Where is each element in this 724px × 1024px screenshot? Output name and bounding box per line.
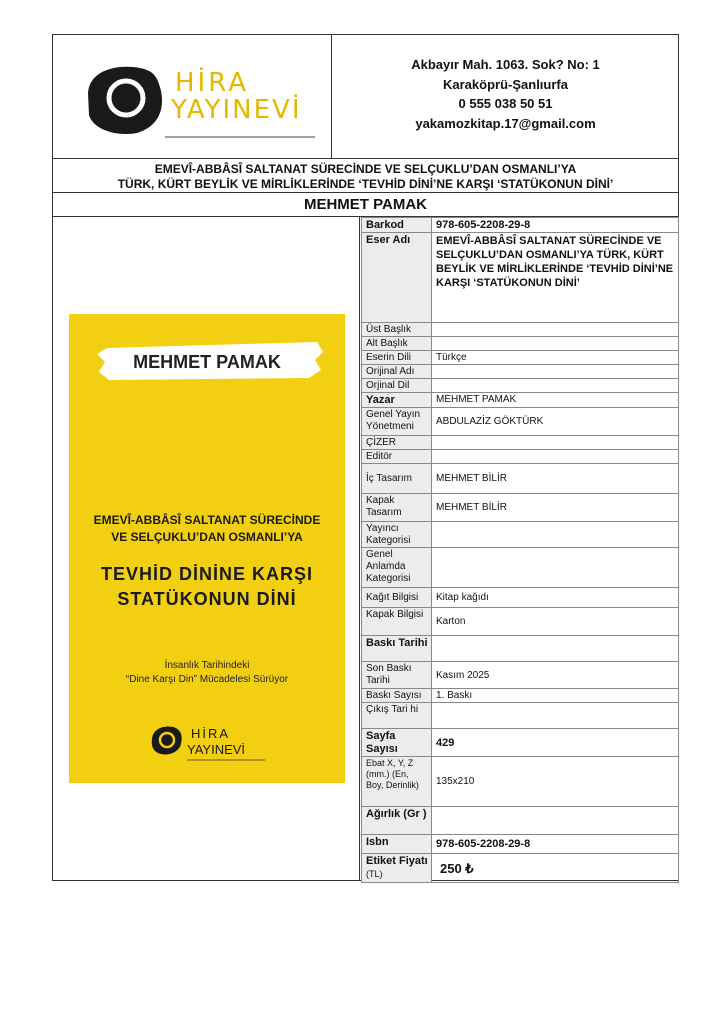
cover-main-title-1: TEVHİD DİNİNE KARŞI [100,564,314,584]
row-value: 135x210 [432,757,679,807]
row-label: İç Tasarım [362,464,432,494]
row-label: Çıkış Tari hi [362,703,432,729]
table-row [362,522,679,548]
logo-center [119,91,133,105]
row-label: Isbn [362,835,432,854]
row-value: EMEVÎ-ABBÂSÎ SALTANAT SÜRECİNDE VE SELÇUKLU’DAN OSMANLI’YA TÜRK, KÜRT BEYLİK VE MİRLİKLERİNDE ‘TEVHİD DİNİ’NE KARŞI ‘STATÜKONUN DİNİ’ [432,233,679,323]
logo-text-yayinevi: YAYINEVİ [171,95,302,125]
table-row [362,218,679,233]
cover-tagline-1: İnsanlık Tarihindeki [164,660,250,671]
table-row [362,703,679,729]
table-row [362,450,679,464]
cover-subtitle-1: EMEVÎ-ABBÂSÎ SALTANAT SÜRECİNDE [93,513,321,527]
row-label: Orijinal Adı [362,365,432,379]
row-label: Ebat X, Y, Z (mm.) (En, Boy, Derinlik) [362,757,432,807]
row-value: 429 [432,729,679,757]
header [53,35,678,159]
book-info-table [361,217,679,883]
row-label: Sayfa Sayısı [362,729,432,757]
cover-tagline-2: “Dine Karşı Din” Mücadelesi Sürüyor [125,674,289,685]
row-value: MEHMET BİLİR [432,494,679,522]
row-value: ABDULAZİZ GÖKTÜRK [432,408,679,436]
publisher-logo [53,35,332,159]
info-sheet [52,34,679,881]
table-row [362,588,679,608]
email-address: yakamozkitap.17@gmail.com [415,115,596,131]
logo-text-hira: HİRA [175,68,250,98]
row-value: MEHMET PAMAK [432,393,679,408]
table-row [362,835,679,854]
row-value [432,807,679,835]
cover-graphics [69,314,345,783]
table-row [362,494,679,522]
table-row [362,365,679,379]
contact-info [333,55,678,133]
row-value: Karton [432,608,679,636]
cover-logo-hira: HİRA [191,726,231,741]
row-label: Baskı Tarihi [362,636,432,662]
table-row [362,757,679,807]
row-label: Alt Başlık [362,337,432,351]
row-value [432,703,679,729]
table-row [362,351,679,365]
row-value [432,323,679,337]
table-row [362,854,679,883]
address-line-1: Akbayır Mah. 1063. Sok? No: 1 [411,57,600,72]
row-label: Ağırlık (Gr ) [362,807,432,835]
row-value [432,337,679,351]
row-value [432,522,679,548]
table-row [362,636,679,662]
row-value [432,450,679,464]
table-row [362,689,679,703]
table-row [362,548,679,588]
row-value: 250 ₺ [432,854,679,883]
cover-logo-blob [152,727,182,755]
cover-author: MEHMET PAMAK [133,352,281,372]
row-value: 1. Baskı [432,689,679,703]
table-row [362,393,679,408]
row-label: Yazar [362,393,432,408]
row-label: Baskı Sayısı [362,689,432,703]
row-label: Üst Başlık [362,323,432,337]
row-value: Kitap kağıdı [432,588,679,608]
table-row [362,436,679,450]
table-row [362,464,679,494]
cover-cell [53,217,360,881]
row-label: Editör [362,450,432,464]
table-row [362,608,679,636]
row-value: Kasım 2025 [432,662,679,689]
book-title-line-2: TÜRK, KÜRT BEYLİK VE MİRLİKLERİNDE ‘TEVHİD DİNİ’NE KARŞI ‘STATÜKONUN DİNİ’ [117,177,614,191]
cover-subtitle-2: VE SELÇUKLU’DAN OSMANLI’YA [111,530,303,544]
author-heading: MEHMET PAMAK [53,193,678,217]
price-currency-label: (TL) [366,869,383,879]
row-label: Genel Anlamda Kategorisi [362,548,432,588]
row-label: Barkod [362,218,432,233]
table-row [362,729,679,757]
row-value [432,436,679,450]
info-table-area [361,217,678,883]
row-label: Eser Adı [362,233,432,323]
row-label: Genel Yayın Yönetmeni [362,408,432,436]
row-label: Kapak Tasarım [362,494,432,522]
table-row [362,408,679,436]
row-label: Kağıt Bilgisi [362,588,432,608]
row-value [432,548,679,588]
row-value: 978-605-2208-29-8 [432,218,679,233]
phone-number: 0 555 038 50 51 [458,96,553,111]
table-row [362,662,679,689]
address-line-2: Karaköprü-Şanlıurfa [443,76,568,92]
book-cover [69,314,345,783]
row-label: Yayıncı Kategorisi [362,522,432,548]
row-value: 978-605-2208-29-8 [432,835,679,854]
table-row [362,337,679,351]
row-label: Orjinal Dil [362,379,432,393]
table-row [362,323,679,337]
row-label: ÇİZER [362,436,432,450]
book-title [53,159,678,193]
row-label [362,854,432,883]
row-label: Eserin Dili [362,351,432,365]
cover-logo-yayinevi: YAYINEVİ [187,742,246,757]
row-value: MEHMET BİLİR [432,464,679,494]
table-row [362,379,679,393]
table-row [362,233,679,323]
row-label: Kapak Bilgisi [362,608,432,636]
row-label: Son Baskı Tarihi [362,662,432,689]
book-title-line-1: EMEVÎ-ABBÂSÎ SALTANAT SÜRECİNDE VE SELÇUKLU’DAN OSMANLI’YA [154,162,577,176]
row-value: Türkçe [432,351,679,365]
row-value [432,379,679,393]
cover-main-title-2: STATÜKONUN DİNİ [117,589,297,609]
row-value [432,365,679,379]
table-row [362,807,679,835]
price-label: Etiket Fiyatı [366,855,428,867]
row-value [432,636,679,662]
